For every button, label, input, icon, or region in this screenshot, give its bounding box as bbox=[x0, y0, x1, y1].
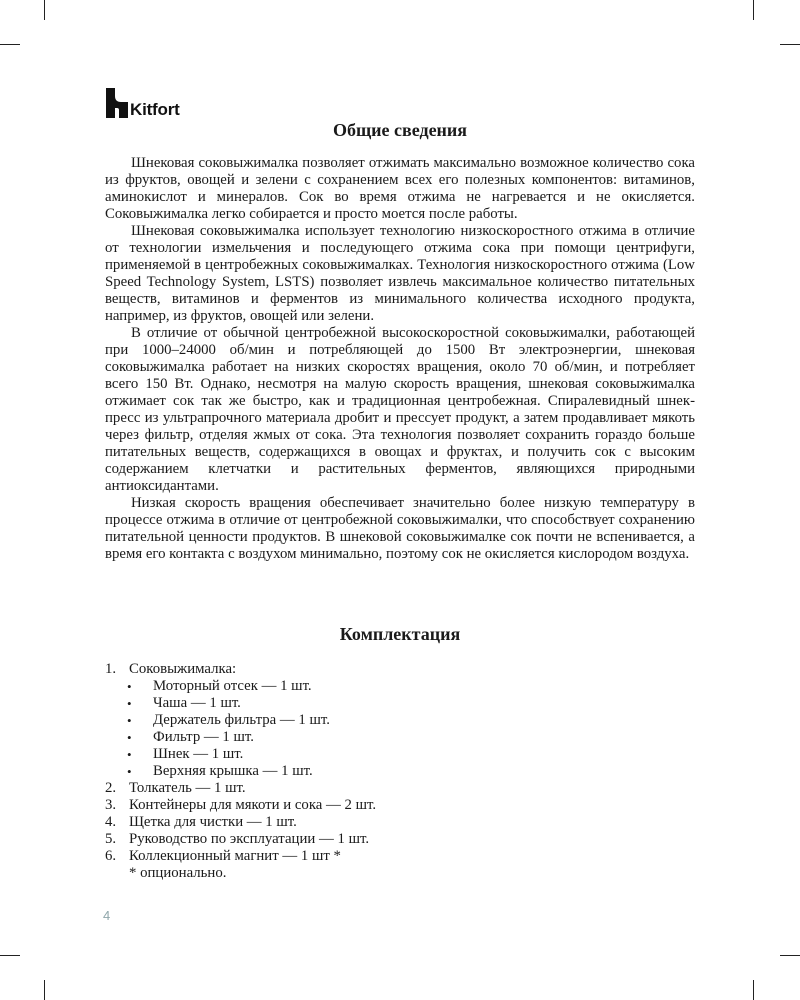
sub-list-item bbox=[105, 695, 665, 712]
item-label: Щетка для чистки — 1 шт. bbox=[129, 814, 297, 830]
list-item bbox=[105, 814, 665, 831]
brand-name: Kitfort bbox=[130, 100, 180, 119]
sub-list-item bbox=[105, 729, 665, 746]
kit-list bbox=[105, 661, 665, 882]
sub-item-label: Шнек — 1 шт. bbox=[153, 746, 244, 762]
item-number: 1. bbox=[105, 661, 117, 677]
bullet-icon: • bbox=[127, 747, 132, 762]
bullet-icon: • bbox=[127, 696, 132, 711]
general-info-body bbox=[105, 155, 695, 563]
item-number: 3. bbox=[105, 797, 117, 813]
paragraph: Шнековая соковыжималка позволяет отжимать максимально возможное количество сока из фруктов, овощей и зелени с сохранением всех его полезных компонентов: витаминов, аминокислот и минералов. Сок во время отжима не нагревается и не окисляется. Соковыжималка легко собирается и просто моется после работы. bbox=[105, 155, 695, 222]
crop-mark bbox=[0, 955, 20, 956]
kitfort-logo-icon bbox=[106, 88, 128, 118]
crop-mark bbox=[44, 0, 45, 20]
list-item bbox=[105, 831, 665, 848]
item-label: Контейнеры для мякоти и сока — 2 шт. bbox=[129, 797, 377, 813]
crop-mark bbox=[753, 980, 754, 1000]
item-number: 6. bbox=[105, 848, 117, 864]
item-label: Коллекционный магнит — 1 шт * bbox=[129, 848, 341, 864]
sub-list-item bbox=[105, 678, 665, 695]
general-info-title: Общие сведения bbox=[332, 120, 468, 140]
brand-logo bbox=[106, 88, 180, 118]
list-item bbox=[105, 848, 665, 865]
sub-item-label: Фильтр — 1 шт. bbox=[153, 729, 254, 745]
bullet-icon: • bbox=[127, 679, 132, 694]
item-label: Руководство по эксплуатации — 1 шт. bbox=[129, 831, 370, 847]
list-item bbox=[105, 661, 665, 678]
crop-mark bbox=[44, 980, 45, 1000]
item-label: Соковыжималка: bbox=[129, 661, 237, 677]
bullet-icon: • bbox=[127, 764, 132, 779]
item-number: 2. bbox=[105, 780, 117, 796]
crop-mark bbox=[0, 44, 20, 45]
paragraph: Шнековая соковыжималка использует технологию низкоскоростного отжима в отличие от технологии измельчения и последующего отжима сока при помощи центрифуги, применяемой в центробежных соковыжималках. Технология низкоскоростного отжима (Low Speed Technology System, LSTS) позволяет извлечь максимальное количество питательных веществ, витаминов и ферментов из минимального количества исходного продукта, например, из фруктов, овощей или зелени. bbox=[105, 223, 695, 324]
sub-list-item bbox=[105, 763, 665, 780]
footnote bbox=[105, 865, 665, 882]
paragraph: Низкая скорость вращения обеспечивает значительно более низкую температуру в процессе отжима в отличие от центробежной соковыжималки, что способствует сохранению питательной ценности продуктов. В шнековой соковыжималке сок почти не вспенивается, а время его контакта с воздухом минимально, поэтому сок не окисляется кислородом воздуха. bbox=[105, 495, 695, 562]
footnote-text: * опционально. bbox=[129, 865, 227, 881]
item-number: 5. bbox=[105, 831, 117, 847]
crop-mark bbox=[780, 955, 800, 956]
item-label: Толкатель — 1 шт. bbox=[129, 780, 246, 796]
sub-item-label: Верхняя крышка — 1 шт. bbox=[153, 763, 313, 779]
sub-list-item bbox=[105, 746, 665, 763]
sub-item-label: Держатель фильтра — 1 шт. bbox=[153, 712, 330, 728]
item-number: 4. bbox=[105, 814, 117, 830]
sub-item-label: Чаша — 1 шт. bbox=[153, 695, 241, 711]
bullet-icon: • bbox=[127, 713, 132, 728]
page-number: 4 bbox=[103, 908, 111, 923]
bullet-icon: • bbox=[127, 730, 132, 745]
list-item bbox=[105, 797, 665, 814]
crop-mark bbox=[780, 44, 800, 45]
paragraph: В отличие от обычной центробежной высокоскоростной соковыжималки, работающей при 1000–24000 об/мин и потребляющей до 1500 Вт электроэнергии, шнековая соковыжималка работает на низких скоростях вращения, около 70 об/мин, и потребляет всего 150 Вт. Однако, несмотря на малую скорость вращения, шнековая соковыжималка отжимает сок так же быстро, как и традиционная центробежная. Спиралевидный шнек-пресс из ультрапрочного материала дробит и прессует продукт, а затем продавливает мякоть через фильтр, отделяя жмых от сока. Эта технология позволяет сохранить гораздо больше питательных веществ, содержащихся в овощах и фруктах, и получить сок с высоким содержанием клетчатки и растительных ферментов, являющихся природными антиоксидантами. bbox=[105, 325, 695, 494]
crop-mark bbox=[753, 0, 754, 20]
list-item bbox=[105, 780, 665, 797]
kit-title: Комплектация bbox=[339, 624, 461, 644]
sub-item-label: Моторный отсек — 1 шт. bbox=[153, 678, 312, 694]
sub-list-item bbox=[105, 712, 665, 729]
